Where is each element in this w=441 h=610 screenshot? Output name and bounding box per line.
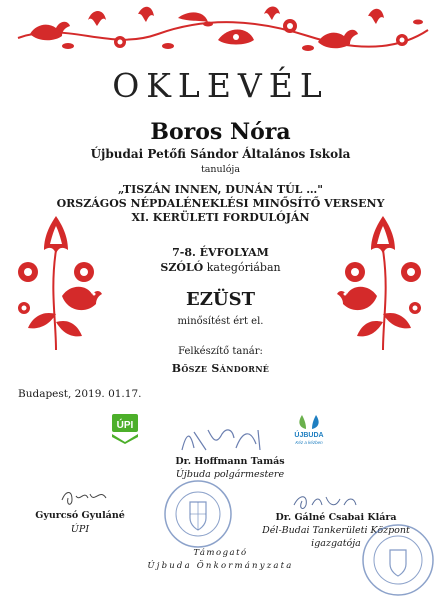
galne-title-line2: igazgatója — [311, 538, 361, 549]
diploma-title: OKLEVÉL — [112, 66, 329, 105]
folk-flower-left — [10, 210, 102, 350]
award-level: EZÜST — [186, 289, 255, 310]
folk-art-border — [8, 0, 433, 58]
teacher-name — [0, 362, 441, 375]
teacher-name-text: Bősze Sándorné — [171, 362, 270, 375]
folk-flower-right — [337, 210, 429, 350]
competition-name-line2: ORSZÁGOS NÉPDALÉNEKLÉSI MINŐSÍTŐ VERSENY — [56, 197, 385, 210]
supporter-name: Újbuda Önkormányzata — [147, 561, 294, 571]
upi-logo — [110, 412, 140, 444]
ujbuda-logo-subtext: Kéz a kézben — [295, 440, 323, 445]
teacher-label: Felkészítő tanár: — [178, 346, 263, 357]
ujbuda-logo — [292, 411, 326, 447]
gyurcso-signature — [58, 484, 112, 508]
recipient-name: Boros Nóra — [150, 119, 291, 145]
gyurcso-name: Gyurcsó Gyuláné — [35, 510, 125, 521]
ujbuda-logo-text: ÚJBUDA — [294, 432, 324, 439]
competition-name-line3: XI. KERÜLETI FORDULÓJÁN — [131, 211, 310, 224]
galne-name: Dr. Gálné Csabai Klára — [275, 512, 397, 523]
gyurcso-title: ÚPI — [70, 524, 90, 535]
supporter-label: Támogató — [193, 548, 248, 558]
grade-level: 7-8. ÉVFOLYAM — [172, 246, 269, 259]
school-name: Újbudai Petőfi Sándor Általános Iskola — [90, 147, 351, 161]
upi-logo-text: ÚPI — [116, 420, 134, 431]
place-date: Budapest, 2019. 01.17. — [18, 388, 142, 400]
hoffmann-signature — [176, 424, 272, 454]
category-suffix: kategóriában — [203, 261, 281, 274]
competition-name-line1: „TISZÁN INNEN, DUNÁN TÚL …" — [118, 183, 323, 196]
student-of-label: tanulója — [200, 164, 241, 175]
hoffmann-title: Újbuda polgármestere — [175, 469, 285, 480]
center-official-stamp — [162, 478, 234, 550]
hoffmann-name: Dr. Hoffmann Tamás — [175, 456, 285, 467]
galne-title-line1: Dél-Budai Tankerületi Központ — [262, 525, 410, 536]
category-name: SZÓLÓ — [160, 261, 204, 274]
award-text: minősítést ért el. — [177, 316, 264, 327]
galne-signature — [290, 489, 360, 513]
right-official-stamp — [360, 522, 436, 598]
category-line — [0, 261, 441, 274]
